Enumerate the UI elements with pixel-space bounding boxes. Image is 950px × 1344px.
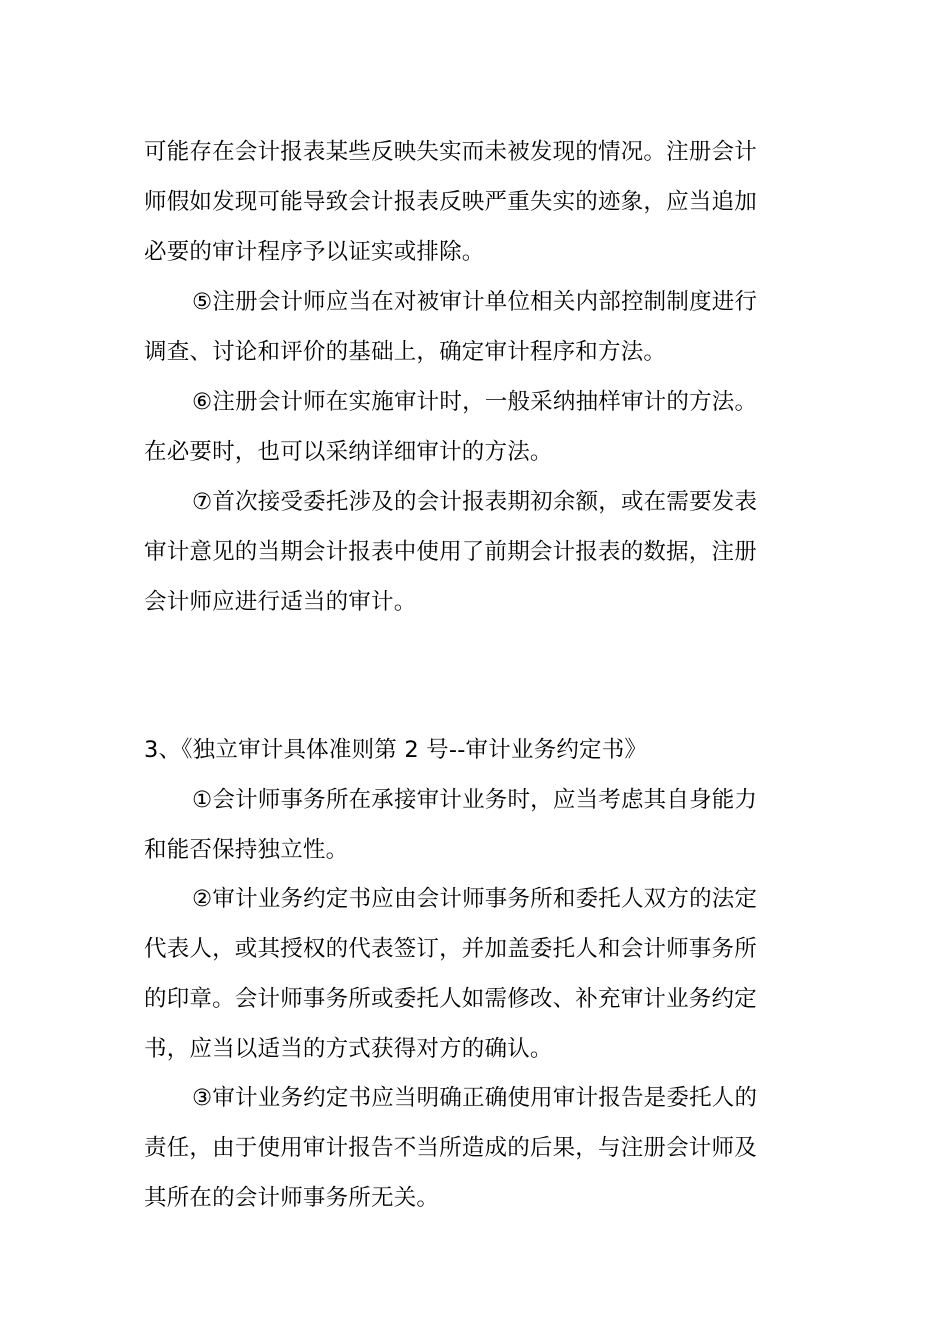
text-line: 会计师应进行适当的审计。 (144, 589, 417, 615)
text-line: 在必要时，也可以采纳详细审计的方法。 (144, 439, 553, 465)
text-line: 责任，由于使用审计报告不当所造成的后果，与注册会计师及 (144, 1135, 757, 1161)
text-line: 必要的审计程序予以证实或排除。 (144, 239, 485, 265)
text-line: 的印章。会计师事务所或委托人如需修改、补充审计业务约定 (144, 986, 757, 1012)
clause-7: ⑦首次接受委托涉及的会计报表期初余额，或在需要发表 (192, 489, 758, 515)
clause-1: ①会计师事务所在承接审计业务时，应当考虑其自身能力 (192, 787, 758, 813)
text-line: 其所在的会计师事务所无关。 (144, 1185, 440, 1211)
text-line: 师假如发现可能导致会计报表反映严重失实的迹象，应当追加 (144, 189, 757, 215)
section-heading: 3、《独立审计具体准则第 2 号--审计业务约定书》 (144, 737, 648, 763)
clause-6: ⑥注册会计师在实施审计时，一般采纳抽样审计的方法。 (192, 389, 758, 415)
text-line: 书，应当以适当的方式获得对方的确认。 (144, 1036, 553, 1062)
text-line: 审计意见的当期会计报表中使用了前期会计报表的数据，注册 (144, 539, 757, 565)
clause-5: ⑤注册会计师应当在对被审计单位相关内部控制制度进行 (192, 289, 758, 315)
clause-3: ③审计业务约定书应当明确正确使用审计报告是委托人的 (192, 1085, 758, 1111)
text-line: 代表人，或其授权的代表签订，并加盖委托人和会计师事务所 (144, 936, 757, 962)
text-line: 调查、讨论和评价的基础上，确定审计程序和方法。 (144, 339, 667, 365)
text-line: 和能否保持独立性。 (144, 837, 349, 863)
text-line: 可能存在会计报表某些反映失实而未被发现的情况。注册会计 (144, 139, 757, 165)
clause-2: ②审计业务约定书应由会计师事务所和委托人双方的法定 (192, 886, 758, 912)
